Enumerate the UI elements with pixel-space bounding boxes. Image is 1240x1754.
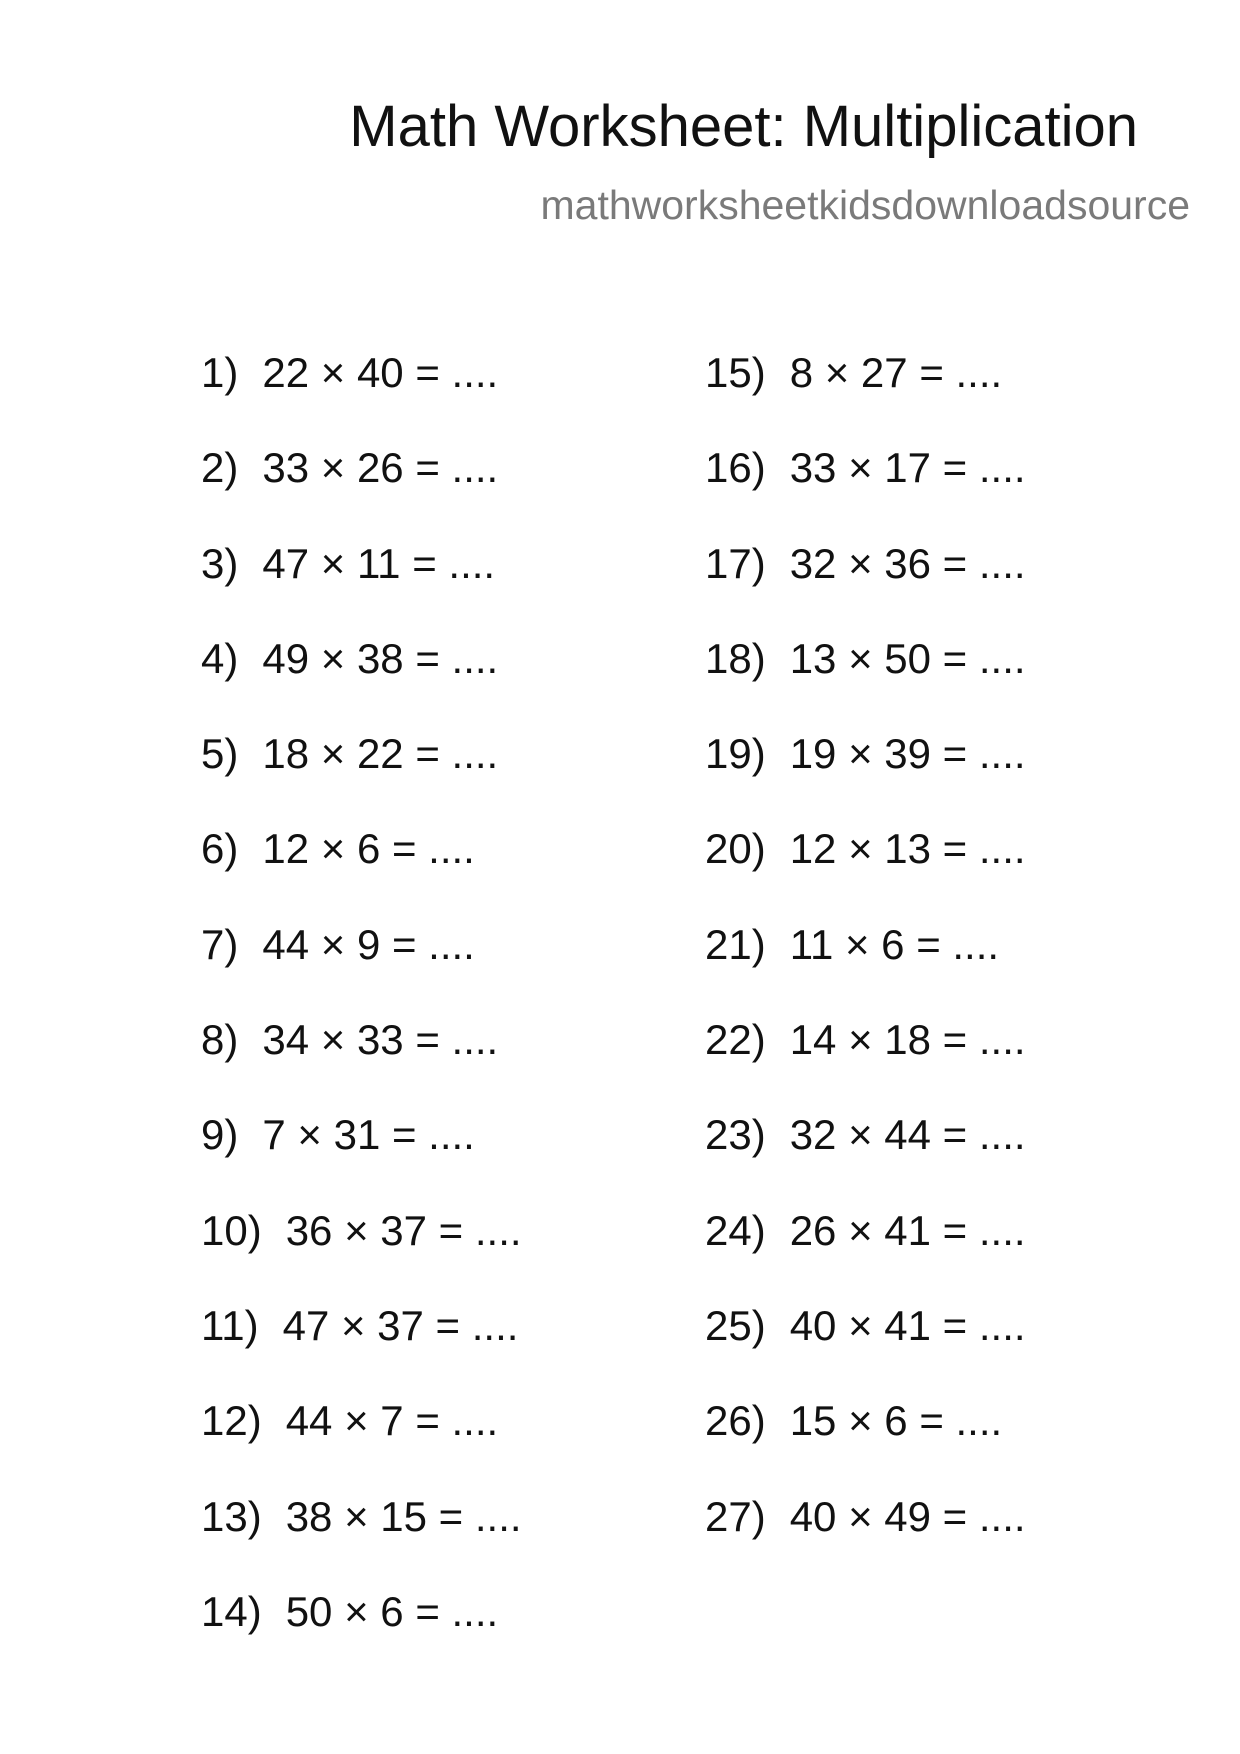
- problem-item: [705, 1016, 1026, 1114]
- problem-expression: 50 × 6 = ....: [285, 1587, 499, 1635]
- problem-expression: 47 × 37 = ....: [282, 1301, 519, 1349]
- problem-expression: 8 × 27 = ....: [789, 349, 1003, 396]
- problem-number: 4): [201, 634, 239, 682]
- problem-expression: 44 × 9 = ....: [262, 920, 475, 968]
- problem-expression: 40 × 41 = ....: [789, 1301, 1026, 1349]
- problem-number: 2): [201, 444, 239, 492]
- problem-number: 6): [201, 825, 239, 873]
- problem-item: [705, 539, 1026, 638]
- problem-expression: 12 × 6 = ....: [262, 825, 475, 873]
- problem-number: 24): [705, 1206, 766, 1254]
- problem-item: [705, 825, 1026, 923]
- problem-number: 25): [705, 1301, 766, 1349]
- problem-item: [201, 1206, 522, 1305]
- problem-item: [705, 1397, 1026, 1495]
- problem-expression: 47 × 11 = ....: [262, 539, 496, 587]
- problem-item: [201, 920, 522, 1019]
- problem-expression: 19 × 39 = ....: [789, 730, 1026, 778]
- problem-item: [201, 444, 522, 542]
- worksheet-title: Math Worksheet: Multiplication: [349, 94, 1138, 159]
- problem-item: [705, 1492, 1026, 1591]
- problem-expression: 13 × 50 = ....: [789, 634, 1026, 682]
- problem-number: 20): [705, 825, 766, 873]
- problem-column-left: [201, 349, 522, 1686]
- problem-number: 11): [201, 1301, 259, 1349]
- worksheet-source: mathworksheetkidsdownloadsource: [540, 182, 1190, 228]
- problem-item: [201, 730, 522, 828]
- problem-item: [705, 634, 1026, 733]
- problem-expression: 33 × 26 = ....: [262, 444, 499, 492]
- problem-item: [201, 825, 522, 923]
- problem-item: [705, 920, 1026, 1019]
- problem-number: 8): [201, 1016, 239, 1064]
- problem-expression: 12 × 13 = ....: [789, 825, 1026, 873]
- problem-expression: 33 × 17 = ....: [789, 444, 1026, 492]
- problem-number: 3): [201, 539, 239, 587]
- problem-item: [705, 444, 1026, 542]
- problem-expression: 11 × 6 = ....: [789, 920, 1000, 968]
- problem-item: [201, 539, 522, 638]
- problem-expression: 44 × 7 = ....: [285, 1397, 499, 1445]
- problem-number: 13): [201, 1492, 262, 1540]
- problem-number: 7): [201, 920, 239, 968]
- problem-number: 14): [201, 1587, 262, 1635]
- problem-number: 12): [201, 1397, 262, 1445]
- problem-number: 27): [705, 1492, 766, 1540]
- problem-number: 19): [705, 730, 766, 778]
- problem-item: [201, 1587, 522, 1686]
- problem-expression: 49 × 38 = ....: [262, 634, 499, 682]
- problem-item: [201, 1492, 522, 1591]
- problem-expression: 14 × 18 = ....: [789, 1016, 1026, 1064]
- problem-number: 21): [705, 920, 766, 968]
- problem-number: 23): [705, 1111, 766, 1159]
- problem-item: [705, 1206, 1026, 1305]
- problem-expression: 36 × 37 = ....: [285, 1206, 522, 1254]
- problem-number: 17): [705, 539, 766, 587]
- problem-item: [201, 1301, 522, 1400]
- problem-item: [705, 1111, 1026, 1209]
- problem-number: 18): [705, 634, 766, 682]
- problem-item: [201, 1397, 522, 1495]
- problem-number: 26): [705, 1397, 766, 1445]
- problem-expression: 26 × 41 = ....: [789, 1206, 1026, 1254]
- problem-item: [705, 1301, 1026, 1400]
- problem-number: 1): [201, 349, 239, 396]
- problem-item: [201, 1016, 522, 1114]
- problem-expression: 34 × 33 = ....: [262, 1016, 499, 1064]
- problem-item: [705, 349, 1026, 447]
- problem-number: 22): [705, 1016, 766, 1064]
- problem-item: [201, 1111, 522, 1209]
- problem-number: 9): [201, 1111, 239, 1159]
- problem-expression: 18 × 22 = ....: [262, 730, 499, 778]
- problem-expression: 15 × 6 = ....: [789, 1397, 1003, 1445]
- problem-expression: 7 × 31 = ....: [262, 1111, 475, 1159]
- problem-expression: 22 × 40 = ....: [262, 349, 499, 396]
- problem-number: 15): [705, 349, 766, 396]
- problem-item: [201, 634, 522, 733]
- problem-expression: 40 × 49 = ....: [789, 1492, 1026, 1540]
- problem-item: [705, 730, 1026, 828]
- problem-item: [201, 349, 522, 447]
- problem-number: 10): [201, 1206, 262, 1254]
- problem-column-right: [705, 349, 1026, 1591]
- problem-expression: 38 × 15 = ....: [285, 1492, 522, 1540]
- problem-number: 16): [705, 444, 766, 492]
- problem-number: 5): [201, 730, 239, 778]
- problem-expression: 32 × 36 = ....: [789, 539, 1026, 587]
- problem-expression: 32 × 44 = ....: [789, 1111, 1026, 1159]
